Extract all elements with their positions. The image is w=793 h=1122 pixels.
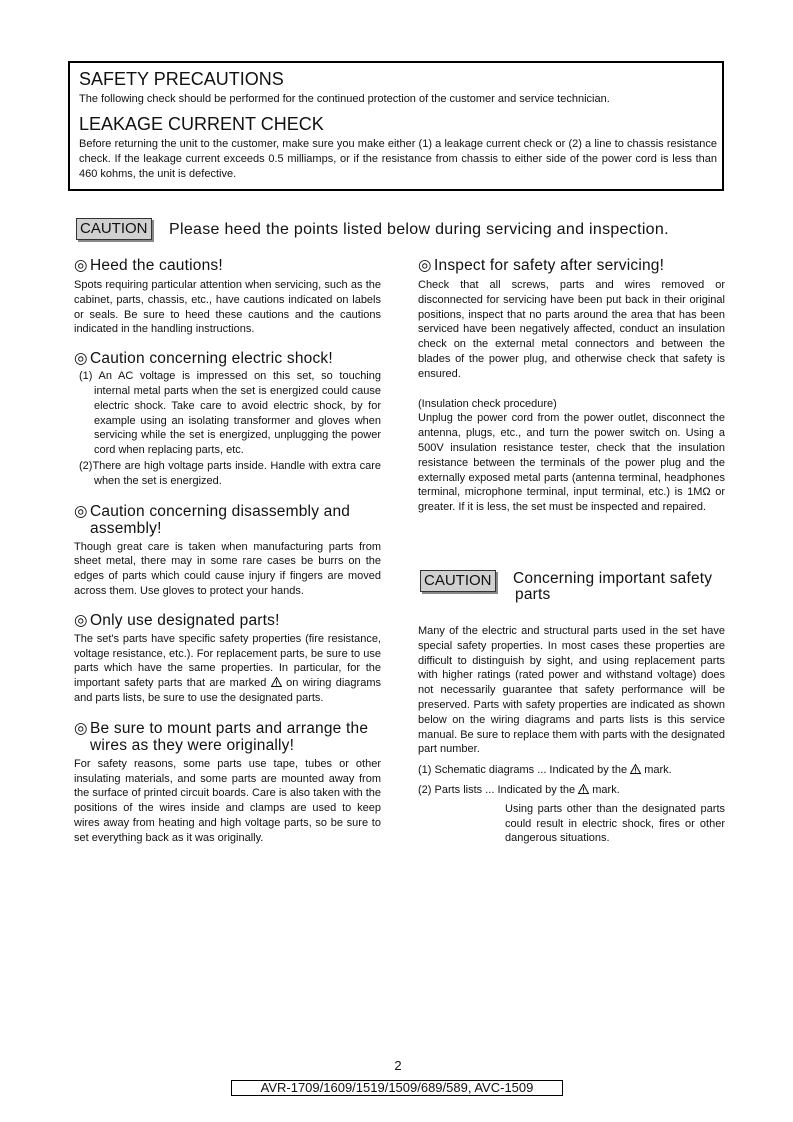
section-disassembly-title (74, 503, 381, 537)
right-column (418, 257, 725, 515)
section-designated-parts-text (74, 632, 381, 706)
insulation-check-text: Unplug the power cord from the power outlet, disconnect the antenna, plugs, etc., and turn the power switch on. Using a 500V insulation resistance tester, check that the insulation resistance between the terminals of the power plug and the externally exposed metal parts (antenna terminal, headphones terminal, microphone terminal, input terminal, etc.) is 1MΩ or greater. If it is less, the set must be inspected and repaired. (418, 412, 725, 514)
section-title-text: Inspect for safety after servicing! (434, 257, 665, 274)
double-circle-icon: ◎ (74, 611, 88, 629)
leakage-current-title: LEAKAGE CURRENT CHECK (79, 114, 324, 134)
designated-parts-text-a: The set's parts have specific safety properties (fire resistance, voltage resistance, etc.). For replacement parts, be sure to use parts which have the same properties. In particular, for the important safety parts that are marked (74, 632, 381, 690)
dangerous-parts-note: Using parts other than the designated parts could result in electric shock, fires or other dangerous situations. (505, 802, 725, 845)
section-inspect-safety-title (418, 257, 725, 274)
schematic-diagrams-text: (1) Schematic diagrams ... Indicated by the (418, 764, 628, 777)
section-mount-parts-text: For safety reasons, some parts use tape, tubes or other insulating materials, and some parts are mounted away from the surface of printed circuit boards. Care is also taken with the positions of the wires inside and clamps are used to keep wires away from heating and high voltage parts, so be sure to set everything back as it was originally. (74, 757, 381, 844)
schematic-diagrams-item (418, 763, 725, 778)
left-column (74, 257, 381, 846)
double-circle-icon: ◎ (418, 257, 432, 274)
right-column-lower (418, 624, 725, 846)
double-circle-icon: ◎ (74, 350, 88, 368)
section-title-text: Be sure to mount parts and arrange the wires as they were originally! (90, 719, 369, 754)
safety-precautions-title: SAFETY PRECAUTIONS (79, 69, 284, 89)
caution-tag-2: CAUTION (420, 570, 496, 592)
section-designated-parts-title (74, 612, 381, 629)
parts-lists-item (418, 783, 725, 798)
double-circle-icon: ◎ (74, 719, 88, 737)
parts-lists-text: (2) Parts lists ... Indicated by the (418, 783, 576, 796)
leakage-current-text: Before returning the unit to the customer, make sure you make either (1) a leakage current check or (2) a line to chassis resistance check. If the leakage current exceeds 0.5 milliamps, or if the resistance from chassis to either side of the power cord is less than 460 kohms, the unit is defective. (79, 138, 717, 180)
double-circle-icon: ◎ (74, 502, 88, 520)
safety-precautions-text: The following check should be performed for the continued protection of the customer and service technician. (79, 93, 610, 105)
section-heed-cautions-text: Spots requiring particular attention when servicing, such as the cabinet, parts, chassis, etc., have cautions indicated on labels or seals. Be sure to heed these cautions and the cautions indicated in the handling instructions. (74, 279, 381, 336)
section-disassembly-text: Though great care is taken when manufacturing parts from sheet metal, there may in some rare cases be burrs on the edges of parts which could cause injury if fingers are moved across them. Use gloves to protect your hands. (74, 540, 381, 597)
important-safety-parts-title: Concerning important safety parts (513, 570, 713, 603)
section-inspect-safety-text: Check that all screws, parts and wires removed or disconnected for servicing have been put back in their original positions, inspect that no parts around the area that has been serviced have been negatively affected, conduct an insulation check on the external metal connectors and between the blades of the power plug, and otherwise check that safety is ensured. (418, 279, 725, 380)
caution-banner-text: Please heed the points listed below during servicing and inspection. (169, 221, 669, 238)
section-electric-shock-title (74, 350, 381, 367)
section-heed-cautions-title (74, 257, 381, 274)
warning-triangle-icon (630, 764, 641, 774)
section-title-text: Heed the cautions! (90, 257, 223, 274)
caution-tag: CAUTION (76, 218, 152, 240)
double-circle-icon: ◎ (74, 257, 88, 274)
page-number: 2 (394, 1058, 402, 1073)
electric-shock-item-2: (2)There are high voltage parts inside. Handle with extra care when the set is energized. (79, 459, 381, 487)
model-numbers: AVR-1709/1609/1519/1509/689/589, AVC-1509 (231, 1080, 563, 1096)
mark-word: mark. (592, 783, 620, 796)
mark-word: mark. (644, 764, 672, 777)
section-title-text: Only use designated parts! (90, 611, 280, 629)
important-safety-parts-text: Many of the electric and structural parts used in the set have special safety properties. In most cases these properties are difficult to distinguish by sight, and using replacement parts with higher ratings (rated power and withstand voltage) does not necessarily guarantee that safety performance will be preserved. Parts with safety properties are indicated as shown below on the wiring diagrams and parts lists is this service manual. Be sure to replace them with parts with the designated part number. (418, 625, 725, 756)
electric-shock-item-1: (1) An AC voltage is impressed on this set, so touching internal metal parts when the set is energized could cause electric shock. Take care to avoid electric shock, by for example using an isolating transformer and gloves when servicing while the set is energized, unplugging the power cord when replacing parts, etc. (79, 370, 381, 457)
warning-triangle-icon (578, 784, 589, 794)
insulation-check-heading: (Insulation check procedure) (418, 397, 557, 410)
designated-parts-text-b: on wiring diagrams and parts lists, be sure to use the designated parts. (74, 677, 381, 704)
section-title-text: Caution concerning electric shock! (90, 350, 333, 368)
section-mount-parts-title (74, 720, 381, 754)
warning-triangle-icon (271, 677, 282, 687)
section-title-text: Caution concerning disassembly and assembly! (90, 502, 351, 537)
